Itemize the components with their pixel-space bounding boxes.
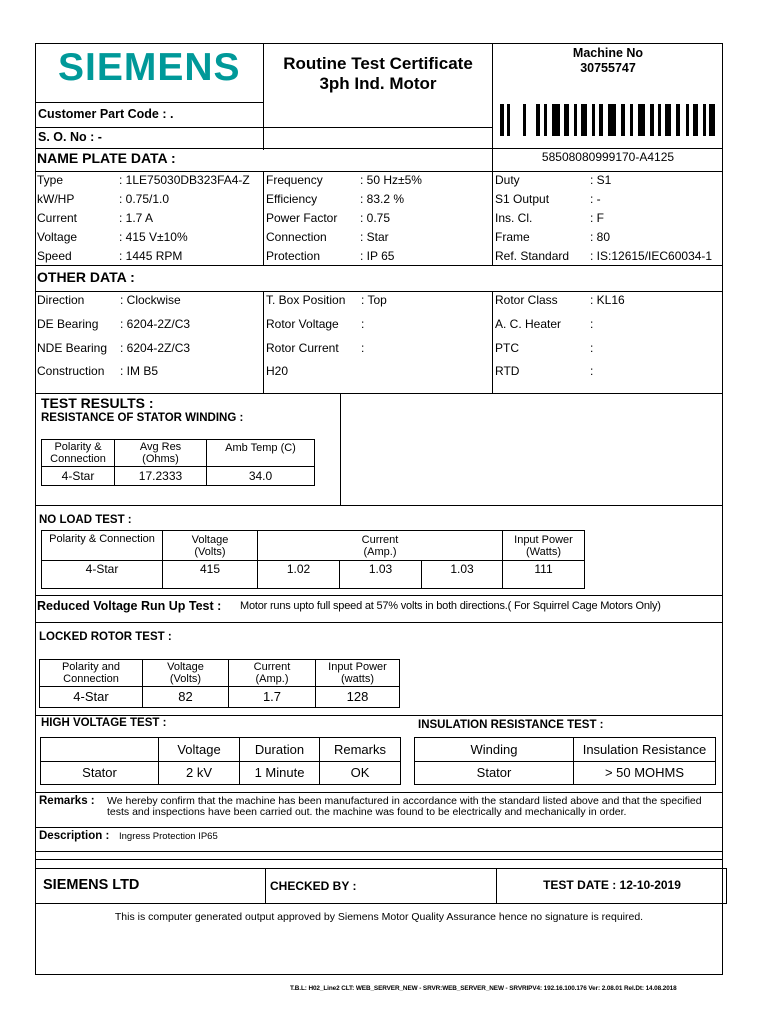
siemens-logo: SIEMENS (58, 46, 241, 89)
name-plate-value: : Star (360, 230, 389, 244)
name-plate-value: : - (590, 192, 601, 206)
name-plate-value: : 0.75 (360, 211, 391, 225)
no-load-cell: 1.02 (257, 560, 340, 589)
locked-header-current: Current (Amp.) (228, 659, 316, 687)
other-data-label: Rotor Class (495, 293, 558, 307)
name-plate-label: Ins. Cl. (495, 211, 533, 225)
rule (35, 102, 263, 103)
hv-header-duration: Duration (239, 737, 320, 762)
name-plate-value: : IP 65 (360, 249, 395, 263)
rule (35, 148, 723, 149)
rule (35, 595, 723, 596)
remarks-label: Remarks : (39, 795, 95, 807)
other-data-value: : Clockwise (120, 293, 181, 307)
rule (35, 715, 723, 716)
other-data-value: : IM B5 (120, 364, 159, 378)
customer-part-code: Customer Part Code : . (38, 107, 174, 121)
ins-cell: > 50 MOHMS (573, 761, 716, 785)
rule (35, 393, 723, 394)
other-data-label: PTC (495, 341, 519, 355)
name-plate-label: Current (37, 211, 78, 225)
divider (492, 171, 493, 265)
so-no: S. O. No : - (38, 130, 102, 144)
stator-cell: 4-Star (41, 466, 115, 486)
machine-no-block (493, 46, 723, 76)
other-data-label: T. Box Position (266, 293, 346, 307)
name-plate-value: : 80 (590, 230, 611, 244)
ins-cell: Stator (414, 761, 574, 785)
other-data-label: NDE Bearing (37, 341, 108, 355)
no-load-cell: 4-Star (41, 560, 163, 589)
stator-header-amb-temp: Amb Temp (C) (206, 439, 315, 467)
name-plate-label: Speed (37, 249, 72, 263)
rule (35, 859, 723, 860)
divider (492, 291, 493, 393)
barcode (500, 104, 715, 136)
locked-cell: 82 (142, 686, 229, 708)
other-data-value: : (361, 341, 365, 355)
test-results-heading: TEST RESULTS : (41, 395, 154, 411)
hv-header-blank (40, 737, 159, 762)
other-data-label: DE Bearing (37, 317, 99, 331)
other-data-label: H20 (266, 364, 289, 378)
rule (35, 792, 723, 793)
title-line-1: Routine Test Certificate (283, 54, 473, 73)
machine-no-value: 30755747 (580, 61, 636, 75)
other-data-value: : (361, 317, 365, 331)
rule (35, 505, 723, 506)
rule (35, 171, 723, 172)
name-plate-label: Connection (266, 230, 327, 244)
name-plate-value: : 1445 RPM (119, 249, 183, 263)
title-line-2: 3ph Ind. Motor (319, 74, 437, 93)
rule (35, 827, 723, 828)
other-data-value: : (590, 317, 594, 331)
divider (263, 171, 264, 265)
other-data-value: : (590, 364, 594, 378)
other-data-label: A. C. Heater (495, 317, 562, 331)
name-plate-value: : S1 (590, 173, 612, 187)
name-plate-value: : IS:12615/IEC60034-1 (590, 249, 713, 263)
locked-cell: 4-Star (39, 686, 143, 708)
divider (340, 393, 341, 505)
remarks-line-2: tests and inspections have been carried out. the machine was found to be electrically and mechanically in order. (107, 806, 627, 818)
name-plate-label: Efficiency (266, 192, 318, 206)
certificate-title (264, 54, 492, 94)
no-load-cell: 1.03 (421, 560, 503, 589)
no-load-cell: 415 (162, 560, 258, 589)
name-plate-label: Duty (495, 173, 520, 187)
name-plate-value: : 1.7 A (119, 211, 154, 225)
remarks-line-1: We hereby confirm that the machine has been manufactured in accordance with the standard listed above and that the specified (107, 795, 702, 807)
name-plate-value: : 83.2 % (360, 192, 405, 206)
other-data-value: : 6204-2Z/C3 (120, 317, 191, 331)
hv-cell: Stator (40, 761, 159, 785)
other-data-label: RTD (495, 364, 520, 378)
no-load-cell: 1.03 (339, 560, 422, 589)
locked-header-polarity: Polarity and Connection (39, 659, 143, 687)
other-data-value: : (590, 341, 594, 355)
other-data-value: : KL16 (590, 293, 625, 307)
name-plate-label: Protection (266, 249, 321, 263)
hv-header-voltage: Voltage (158, 737, 240, 762)
name-plate-label: kW/HP (37, 192, 75, 206)
other-data-value: : 6204-2Z/C3 (120, 341, 191, 355)
no-load-header-voltage: Voltage (Volts) (162, 530, 258, 561)
name-plate-label: Voltage (37, 230, 78, 244)
stator-resistance-heading: RESISTANCE OF STATOR WINDING : (41, 412, 244, 424)
rule (35, 127, 492, 128)
other-data-label: Rotor Current (266, 341, 339, 355)
stator-header-polarity: Polarity & Connection (41, 439, 115, 467)
stator-header-avg-res: Avg Res (Ohms) (114, 439, 207, 467)
rule (35, 851, 723, 852)
machine-no-label: Machine No (572, 46, 644, 60)
stator-cell: 34.0 (206, 466, 315, 486)
locked-header-power: Input Power (watts) (315, 659, 400, 687)
rule (35, 291, 723, 292)
high-voltage-heading: HIGH VOLTAGE TEST : (41, 717, 167, 729)
hv-cell: 1 Minute (239, 761, 320, 785)
name-plate-label: S1 Output (495, 192, 550, 206)
no-load-cell: 111 (502, 560, 585, 589)
barcode-text: 58508080999170-A4125 (541, 150, 675, 164)
divider (265, 868, 266, 904)
other-data-label: Direction (37, 293, 85, 307)
no-load-header-polarity: Polarity & Connection (41, 530, 163, 561)
locked-cell: 128 (315, 686, 400, 708)
locked-header-voltage: Voltage (Volts) (142, 659, 229, 687)
company-name: SIEMENS LTD (43, 877, 140, 893)
description-text: Ingress Protection IP65 (119, 831, 218, 842)
reduced-voltage-text: Motor runs upto full speed at 57% volts in both directions.( For Squirrel Cage Motors Only) (240, 600, 661, 612)
name-plate-label: Frequency (266, 173, 323, 187)
other-data-heading: OTHER DATA : (37, 269, 135, 285)
name-plate-value: : 50 Hz±5% (360, 173, 422, 187)
hv-cell: 2 kV (158, 761, 240, 785)
ins-header-resistance: Insulation Resistance (573, 737, 716, 762)
name-plate-label: Ref. Standard (495, 249, 570, 263)
divider (263, 291, 264, 393)
name-plate-label: Power Factor (266, 211, 338, 225)
rule (35, 265, 723, 266)
checked-by: CHECKED BY : (270, 879, 357, 893)
server-meta: T.B.L: H02_Line2 CLT: WEB_SERVER_NEW - SRVR:WEB_SERVER_NEW - SRVRIPV4: 192.16.100.176 Ver: 2.08.01 Rel.Dt: 14.08.2018 (290, 985, 677, 992)
name-plate-heading: NAME PLATE DATA : (37, 150, 176, 166)
locked-rotor-heading: LOCKED ROTOR TEST : (39, 631, 172, 643)
insulation-heading: INSULATION RESISTANCE TEST : (418, 719, 604, 731)
reduced-voltage-heading: Reduced Voltage Run Up Test : (37, 599, 222, 613)
locked-cell: 1.7 (228, 686, 316, 708)
hv-header-remarks: Remarks (319, 737, 401, 762)
test-date: TEST DATE : 12-10-2019 (543, 878, 681, 892)
description-label: Description : (39, 830, 110, 842)
computer-generated-note: This is computer generated output approved by Siemens Motor Quality Assurance hence no signature is required. (114, 911, 644, 923)
rule (35, 622, 723, 623)
other-data-label: Construction (37, 364, 105, 378)
hv-cell: OK (319, 761, 401, 785)
name-plate-label: Type (37, 173, 64, 187)
no-load-header-power: Input Power (Watts) (502, 530, 585, 561)
name-plate-value: : 0.75/1.0 (119, 192, 170, 206)
name-plate-value: : F (590, 211, 604, 225)
other-data-label: Rotor Voltage (266, 317, 339, 331)
name-plate-value: : 1LE75030DB323FA4-Z (119, 173, 250, 187)
no-load-header-current: Current (Amp.) (257, 530, 503, 561)
no-load-heading: NO LOAD TEST : (39, 514, 132, 526)
name-plate-value: : 415 V±10% (119, 230, 188, 244)
other-data-value: : Top (361, 293, 387, 307)
name-plate-label: Frame (495, 230, 530, 244)
ins-header-winding: Winding (414, 737, 574, 762)
stator-cell: 17.2333 (114, 466, 207, 486)
